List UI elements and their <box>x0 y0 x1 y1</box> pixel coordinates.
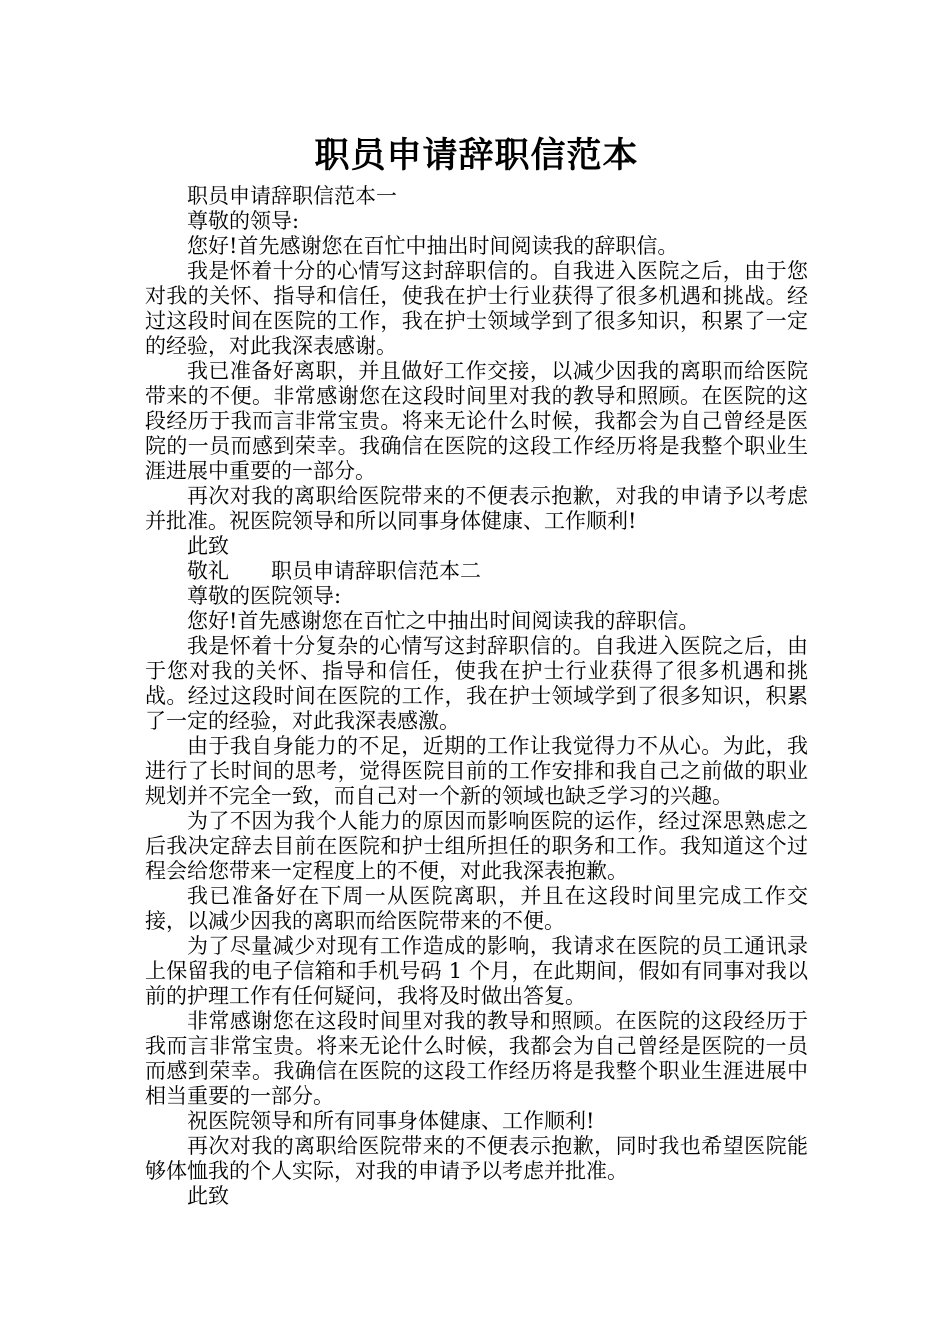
paragraph: 敬礼 职员申请辞职信范本二 <box>187 559 481 583</box>
paragraph: 您好!首先感谢您在百忙中抽出时间阅读我的辞职信。 <box>187 234 679 258</box>
paragraph: 非常感谢您在这段时间里对我的教导和照顾。在医院的这段经历于我而言非常宝贵。将来无论什么时候，我都会为自己曾经是医院的一员而感到荣幸。我确信在医院的这段工作经历将是我整个职业生涯进展中相当重要的一部分。 <box>145 1009 808 1108</box>
paragraph: 尊敬的医院领导: <box>187 584 342 608</box>
paragraph: 再次对我的离职给医院带来的不便表示抱歉，同时我也希望医院能够体恤我的个人实际，对我的申请予以考虑并批准。 <box>145 1134 808 1183</box>
paragraph: 我是怀着十分复杂的心情写这封辞职信的。自我进入医院之后，由于您对我的关怀、指导和信任，使我在护士行业获得了很多机遇和挑战。经过这段时间在医院的工作，我在护士领域学到了很多知识，积累了一定的经验，对此我深表感激。 <box>145 634 808 733</box>
paragraph: 职员申请辞职信范本一 <box>187 184 397 208</box>
paragraph: 我已准备好离职，并且做好工作交接，以减少因我的离职而给医院带来的不便。非常感谢您在这段时间里对我的教导和照顾。在医院的这段经历于我而言非常宝贵。将来无论什么时候，我都会为自己曾经是医院的一员而感到荣幸。我确信在医院的这段工作经历将是我整个职业生涯进展中重要的一部分。 <box>145 359 808 483</box>
paragraph: 我是怀着十分的心情写这封辞职信的。自我进入医院之后，由于您对我的关怀、指导和信任，使我在护士行业获得了很多机遇和挑战。经过这段时间在医院的工作，我在护士领域学到了很多知识，积累了一定的经验，对此我深表感谢。 <box>145 259 808 358</box>
paragraph: 此致 <box>187 1184 229 1208</box>
document-page <box>145 120 808 1209</box>
paragraph: 为了不因为我个人能力的原因而影响医院的运作，经过深思熟虑之后我决定辞去目前在医院和护士组所担任的职务和工作。我知道这个过程会给您带来一定程度上的不便，对此我深表抱歉。 <box>145 809 808 883</box>
document-body <box>145 184 808 1209</box>
paragraph: 我已准备好在下周一从医院离职，并且在这段时间里完成工作交接，以减少因我的离职而给医院带来的不便。 <box>145 884 808 933</box>
paragraph: 此致 <box>187 534 229 558</box>
document-title: 职员申请辞职信范本 <box>314 136 639 176</box>
paragraph: 您好!首先感谢您在百忙之中抽出时间阅读我的辞职信。 <box>187 609 700 633</box>
paragraph: 再次对我的离职给医院带来的不便表示抱歉，对我的申请予以考虑并批准。祝医院领导和所以同事身体健康、工作顺利! <box>145 484 808 533</box>
paragraph: 由于我自身能力的不足，近期的工作让我觉得力不从心。为此，我进行了长时间的思考，觉得医院目前的工作安排和我自己之前做的职业规划并不完全一致，而自己对一个新的领域也缺乏学习的兴趣。 <box>145 734 808 808</box>
paragraph: 为了尽量减少对现有工作造成的影响，我请求在医院的员工通讯录上保留我的电子信箱和手机号码 1 个月，在此期间，假如有同事对我以前的护理工作有任何疑问，我将及时做出答复。 <box>145 934 808 1008</box>
paragraph: 尊敬的领导: <box>187 209 300 233</box>
paragraph: 祝医院领导和所有同事身体健康、工作顺利! <box>187 1109 595 1133</box>
